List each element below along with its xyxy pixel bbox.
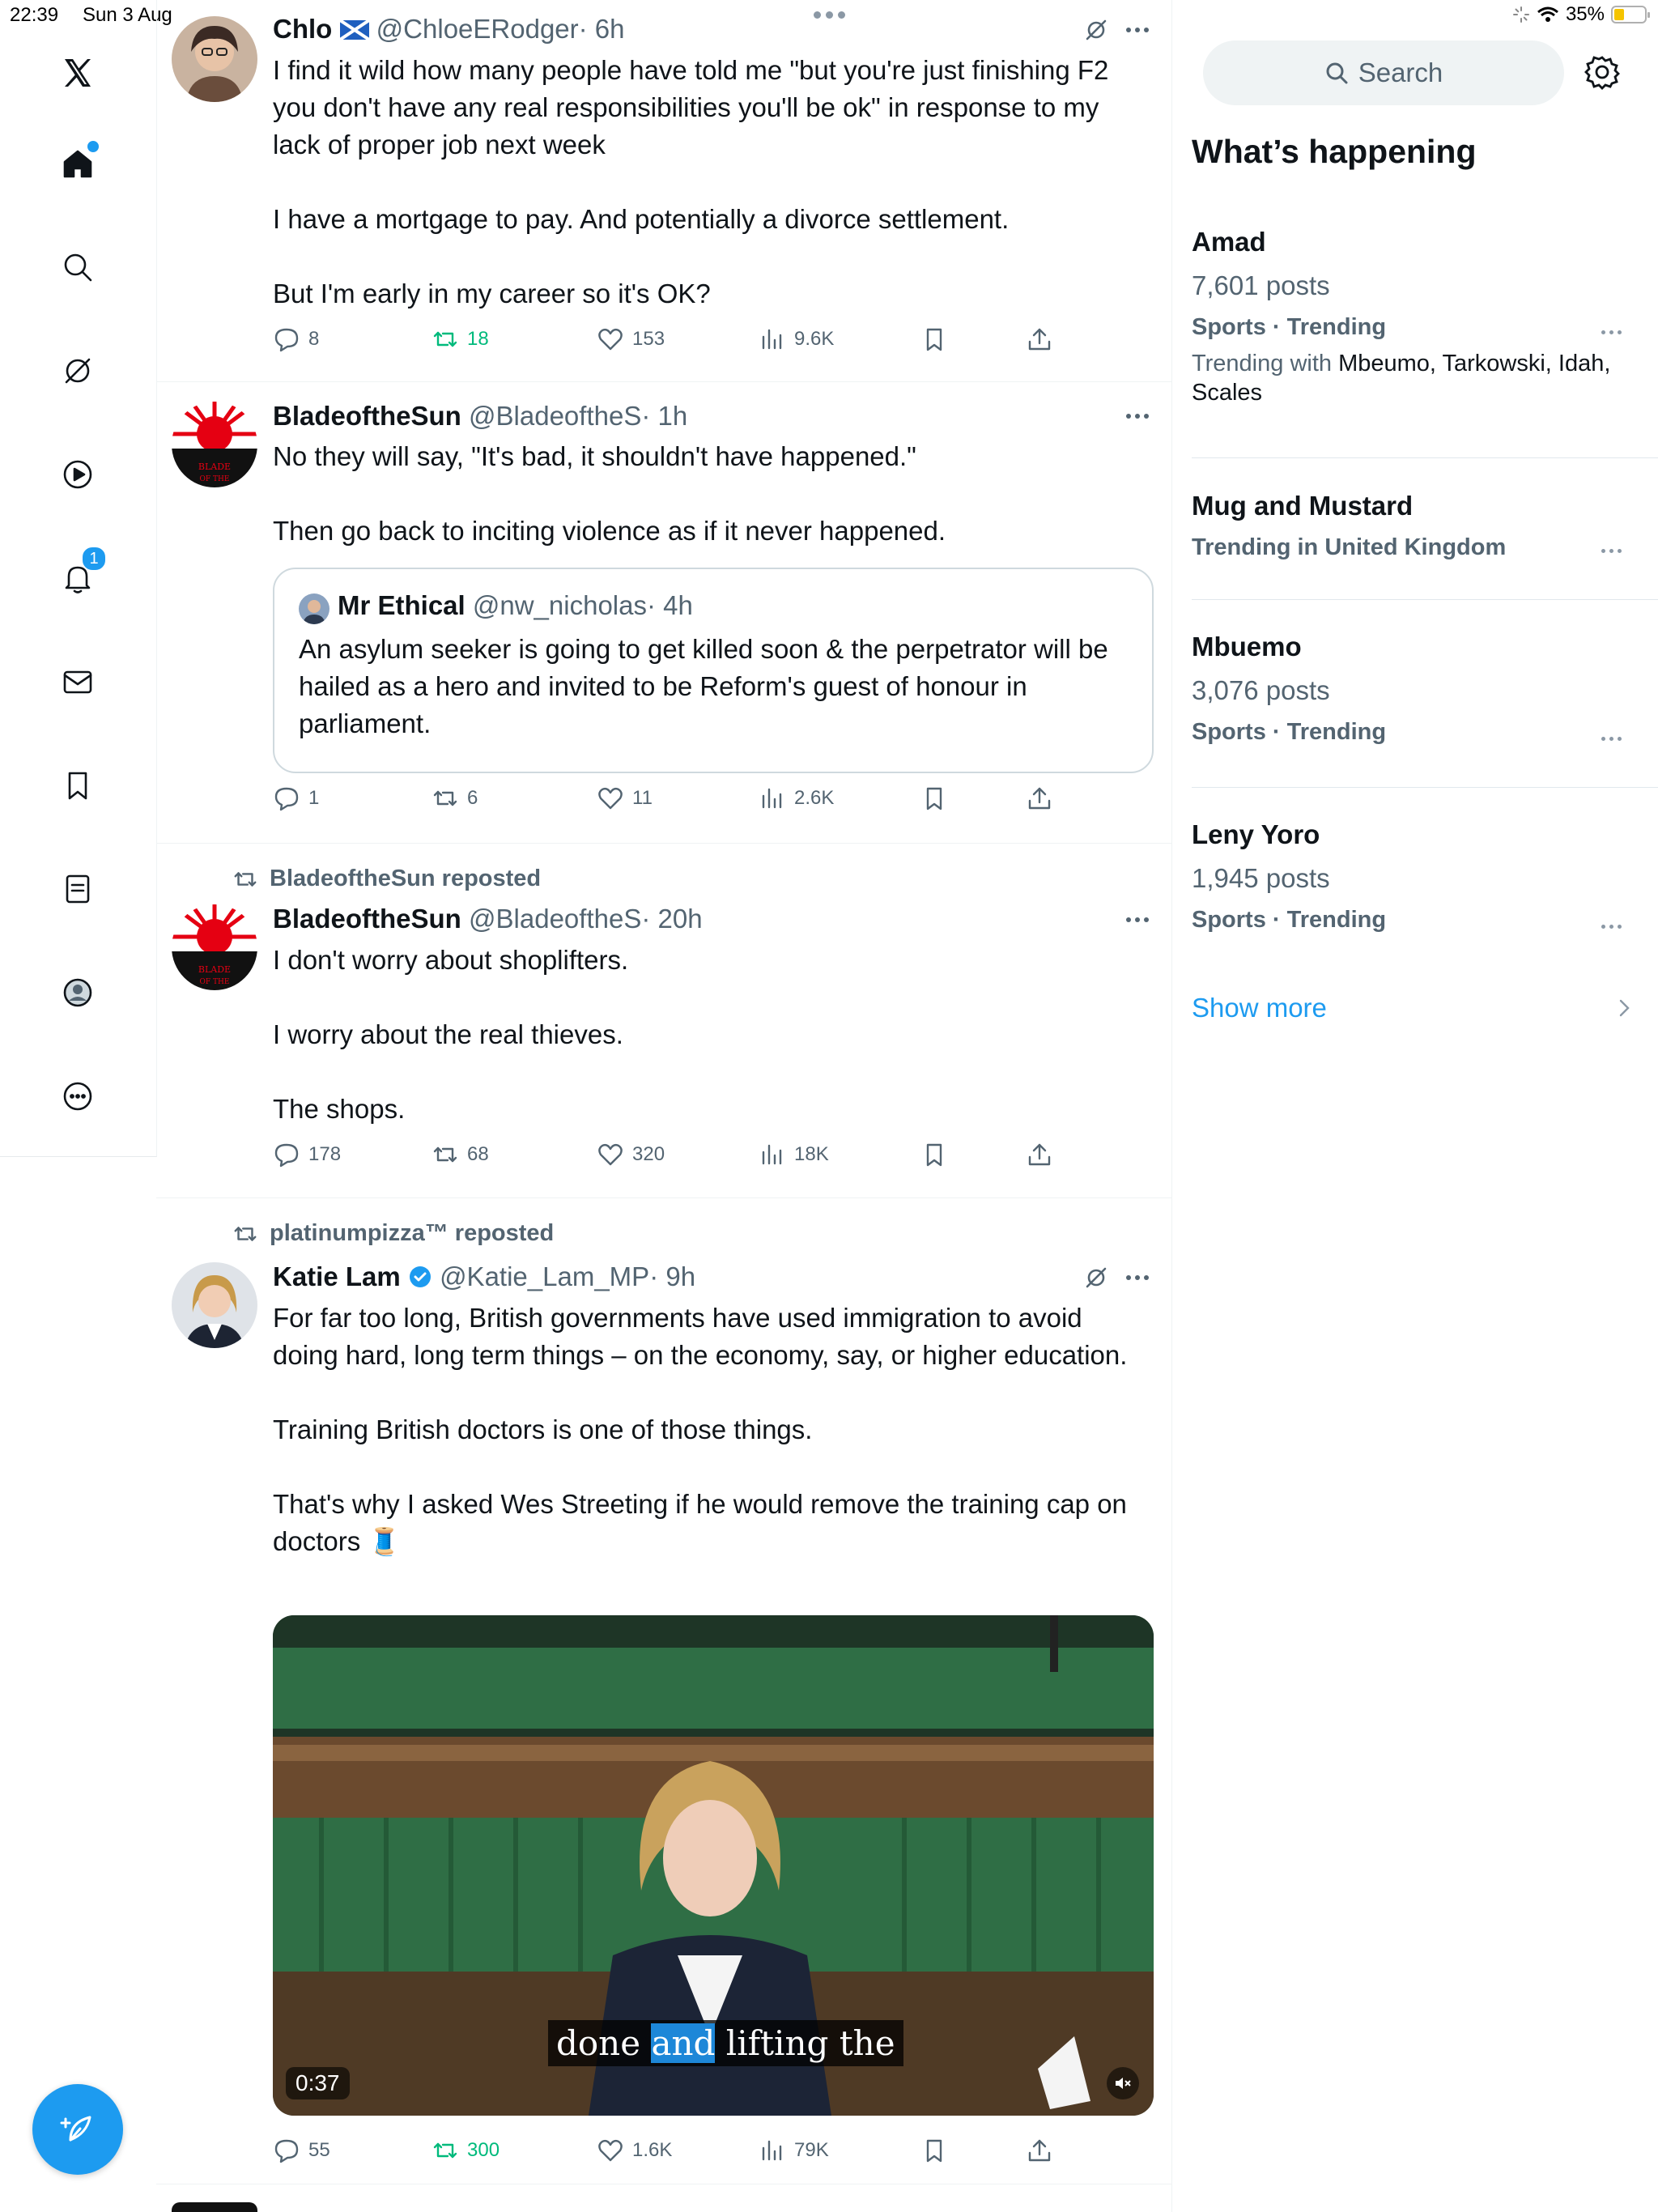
- repost-button[interactable]: [432, 1141, 489, 1168]
- author-handle[interactable]: @BladeoftheS: [469, 401, 642, 431]
- tweet-text: I find it wild how many people have told me "but you're just finishing F2 you don't have any real responsibilities you'll be ok" in response to my lack of proper job next week I have a mortgage to pay. And potentially a divorce settlement. But I'm early in my career so it's OK?: [273, 55, 1109, 308]
- quote-author-name: Mr Ethical: [338, 590, 466, 620]
- next-tweet-avatar[interactable]: [172, 2202, 257, 2212]
- bookmark-button[interactable]: [920, 2137, 948, 2164]
- trend-meta: Sports · Trending: [1192, 719, 1387, 745]
- repost-indicator[interactable]: [232, 866, 541, 892]
- more-options-icon[interactable]: [1126, 1272, 1155, 1283]
- like-icon: [597, 2137, 624, 2164]
- bookmark-button[interactable]: [920, 785, 948, 812]
- share-button[interactable]: [1026, 785, 1053, 812]
- quote-text: An asylum seeker is going to get killed soon & the perpetrator will be hailed as a hero and invited to be Reform's guest of honour in parliament.: [299, 634, 1108, 738]
- reply-icon: [273, 325, 300, 353]
- tweet-time[interactable]: · 1h: [641, 401, 688, 431]
- reply-count: 178: [308, 1143, 342, 1165]
- nav-bookmarks[interactable]: [49, 756, 107, 815]
- avatar[interactable]: [172, 1262, 257, 1348]
- tweet-actions: [273, 2137, 1171, 2169]
- author-name[interactable]: Katie Lam: [273, 1261, 401, 1291]
- nav-grok[interactable]: [49, 342, 107, 400]
- caption-text-after: lifting the: [715, 2023, 895, 2063]
- video-caption: [548, 2020, 903, 2066]
- repost-button[interactable]: [432, 2137, 500, 2164]
- trend-item[interactable]: [1192, 227, 1645, 429]
- tweet[interactable]: [156, 843, 1171, 1198]
- views-icon: [759, 325, 786, 353]
- tweet-text: For far too long, British governments have used immigration to avoid doing hard, long term things – on the economy, say, or higher education. Training British doctors is one of those things. That's why I asked Wes Streeting if he would remove the training cap on doctors 🧵: [273, 1303, 1128, 1556]
- author-name[interactable]: Chlo: [273, 14, 333, 44]
- nav-more[interactable]: [49, 1067, 107, 1125]
- quote-avatar[interactable]: [299, 593, 329, 624]
- bookmark-icon: [920, 785, 948, 812]
- search-icon: [1324, 61, 1349, 85]
- repost-icon: [232, 866, 258, 892]
- tweet-text: No they will say, "It's bad, it shouldn't have happened." Then go back to inciting violence as if it never happened.: [273, 441, 946, 546]
- views-button[interactable]: [759, 785, 834, 812]
- grok-icon[interactable]: [1084, 18, 1108, 42]
- like-icon: [597, 785, 624, 812]
- reply-button[interactable]: [273, 325, 319, 353]
- views-count: 2.6K: [794, 787, 835, 809]
- tweet-time[interactable]: · 9h: [649, 1261, 696, 1291]
- repost-count: 18: [467, 328, 489, 350]
- trend-item[interactable]: [1192, 819, 1645, 941]
- repost-icon: [432, 785, 459, 812]
- bookmark-icon: [920, 2137, 948, 2164]
- search-placeholder: Search: [1358, 57, 1443, 87]
- trend-name: Amad: [1192, 227, 1266, 257]
- like-count: 320: [632, 1143, 665, 1165]
- tweet-text: I don't worry about shoplifters. I worry about the real thieves. The shops.: [273, 945, 629, 1124]
- views-icon: [759, 1141, 786, 1168]
- reply-icon: [273, 785, 300, 812]
- bookmark-icon: [920, 1141, 948, 1168]
- trend-name: Mbuemo: [1192, 632, 1302, 661]
- trend-posts: 3,076 posts: [1192, 675, 1330, 705]
- trend-meta: Sports · Trending: [1192, 907, 1387, 933]
- like-count: 153: [632, 328, 665, 350]
- flag-icon: [340, 14, 369, 44]
- svg-text:BLADE: BLADE: [198, 462, 232, 472]
- svg-text:OF THE: OF THE: [199, 978, 230, 986]
- views-button[interactable]: [759, 325, 834, 353]
- video-player[interactable]: [273, 1615, 1154, 2116]
- battery-percent: 35%: [1565, 3, 1605, 25]
- quote-author-handle: @nw_nicholas: [472, 590, 647, 620]
- home-unread-dot: [86, 139, 100, 154]
- views-count: 18K: [794, 1143, 829, 1165]
- nav-profile[interactable]: [49, 963, 107, 1022]
- like-icon: [597, 1141, 624, 1168]
- trend-name: Leny Yoro: [1192, 819, 1320, 849]
- views-icon: [759, 785, 786, 812]
- tweet-time[interactable]: · 20h: [641, 904, 703, 934]
- tweet-time[interactable]: · 6h: [578, 14, 625, 44]
- repost-icon: [432, 2137, 459, 2164]
- bookmark-icon: [920, 325, 948, 353]
- search-input[interactable]: [1203, 40, 1564, 105]
- trend-posts: 1,945 posts: [1192, 863, 1330, 893]
- bookmark-button[interactable]: [920, 1141, 948, 1168]
- tweet-actions: [273, 785, 1171, 817]
- like-count: 11: [632, 787, 653, 809]
- share-icon: [1026, 325, 1053, 353]
- author-handle[interactable]: @ChloeERodger: [376, 14, 579, 44]
- right-sidebar: [1172, 0, 1658, 2212]
- repost-label: BladeoftheSun reposted: [270, 866, 542, 891]
- compose-button[interactable]: [32, 2084, 123, 2175]
- tweet-actions: [273, 1141, 1171, 1173]
- repost-label: platinumpizza™ reposted: [270, 1220, 555, 1246]
- svg-text:OF THE: OF THE: [199, 475, 230, 483]
- trend-more-icon[interactable]: [1601, 925, 1626, 929]
- more-options-icon[interactable]: [1126, 410, 1155, 422]
- lists-icon: [60, 871, 96, 907]
- divider: [1192, 787, 1658, 788]
- nav-explore[interactable]: [49, 238, 107, 296]
- reply-count: 55: [308, 2139, 330, 2161]
- grok-icon[interactable]: [1084, 1266, 1108, 1290]
- views-count: 79K: [794, 2139, 829, 2161]
- nav-video[interactable]: [49, 445, 107, 504]
- status-date: Sun 3 Aug: [83, 4, 172, 26]
- more-options-icon[interactable]: [1126, 24, 1155, 36]
- tweet-actions: [273, 325, 1171, 358]
- trend-meta: Sports · Trending: [1192, 314, 1387, 340]
- views-icon: [759, 2137, 786, 2164]
- status-time: 22:39: [10, 4, 59, 26]
- avatar[interactable]: [172, 402, 257, 487]
- like-icon: [597, 325, 624, 353]
- reply-button[interactable]: [273, 2137, 330, 2164]
- trend-meta: Trending in United Kingdom: [1192, 534, 1507, 560]
- mute-icon[interactable]: [1107, 2067, 1139, 2099]
- repost-indicator[interactable]: [232, 1220, 554, 1247]
- reply-count: 8: [308, 328, 320, 350]
- trend-with-label: Trending with: [1192, 351, 1333, 376]
- reply-button[interactable]: [273, 785, 319, 812]
- reply-count: 1: [308, 787, 320, 809]
- search-icon: [60, 249, 96, 285]
- video-duration: 0:37: [286, 2067, 350, 2099]
- reply-button[interactable]: [273, 1141, 341, 1168]
- trend-item[interactable]: [1192, 632, 1645, 753]
- repost-count: 68: [467, 1143, 489, 1165]
- avatar[interactable]: [172, 904, 257, 990]
- trend-with-names: Mbeumo, Tarkowski, Idah, Scales: [1192, 351, 1611, 406]
- avatar[interactable]: [172, 16, 257, 102]
- like-button[interactable]: [597, 785, 653, 812]
- author-handle[interactable]: @Katie_Lam_MP: [440, 1261, 650, 1291]
- like-button[interactable]: [597, 1141, 665, 1168]
- caption-text-before: done: [556, 2023, 652, 2063]
- reply-icon: [273, 1141, 300, 1168]
- share-button[interactable]: [1026, 1141, 1053, 1168]
- share-button[interactable]: [1026, 2137, 1053, 2164]
- notifications-badge: 1: [81, 546, 107, 572]
- author-name[interactable]: BladeoftheSun: [273, 904, 461, 934]
- more-icon: [60, 1078, 96, 1114]
- left-nav: [0, 0, 157, 1157]
- repost-icon: [432, 1141, 459, 1168]
- bookmark-button[interactable]: [920, 325, 948, 353]
- grok-icon: [60, 353, 96, 389]
- divider: [1192, 457, 1658, 458]
- profile-icon: [60, 975, 96, 1010]
- share-icon: [1026, 2137, 1053, 2164]
- share-icon: [1026, 1141, 1053, 1168]
- trend-more-icon[interactable]: [1601, 549, 1626, 553]
- compose-icon: [59, 2111, 96, 2148]
- repost-icon: [432, 325, 459, 353]
- video-icon: [60, 457, 96, 492]
- like-button[interactable]: [597, 325, 665, 353]
- trend-more-icon[interactable]: [1601, 330, 1626, 334]
- section-title: What’s happening: [1192, 133, 1477, 170]
- tweet[interactable]: [156, 0, 1171, 382]
- caption-highlight: and: [651, 2023, 716, 2063]
- verified-badge-icon: [408, 1261, 432, 1291]
- share-button[interactable]: [1026, 325, 1053, 353]
- quote-time: · 4h: [647, 590, 693, 620]
- timeline: [156, 0, 1172, 2212]
- share-icon: [1026, 785, 1053, 812]
- views-count: 9.6K: [794, 328, 835, 350]
- views-button[interactable]: [759, 1141, 829, 1168]
- bookmarks-icon: [60, 768, 96, 803]
- nav-lists[interactable]: [49, 860, 107, 918]
- divider: [1192, 599, 1658, 600]
- like-count: 1.6K: [632, 2139, 673, 2161]
- trend-more-icon[interactable]: [1601, 737, 1626, 741]
- repost-button[interactable]: [432, 785, 478, 812]
- repost-count: 6: [467, 787, 478, 809]
- nav-home[interactable]: [49, 134, 107, 193]
- tweet[interactable]: [156, 1197, 1171, 2184]
- repost-button[interactable]: [432, 325, 489, 353]
- trend-name: Mug and Mustard: [1192, 491, 1414, 521]
- more-options-icon[interactable]: [1126, 914, 1155, 925]
- repost-icon: [232, 1221, 258, 1247]
- messages-icon: [60, 664, 96, 700]
- quoted-tweet[interactable]: [273, 568, 1154, 773]
- reply-icon: [273, 2137, 300, 2164]
- settings-icon[interactable]: [1584, 53, 1621, 91]
- nav-messages[interactable]: [49, 653, 107, 711]
- chevron-right-icon[interactable]: [1616, 996, 1634, 1024]
- tweet[interactable]: [156, 381, 1171, 844]
- x-logo-icon[interactable]: [49, 44, 107, 102]
- like-button[interactable]: [597, 2137, 672, 2164]
- nav-notifications[interactable]: [49, 549, 107, 607]
- trend-item[interactable]: [1192, 491, 1645, 572]
- show-more-link[interactable]: Show more: [1192, 993, 1327, 1023]
- repost-count: 300: [467, 2139, 500, 2161]
- trend-posts: 7,601 posts: [1192, 270, 1330, 300]
- views-button[interactable]: [759, 2137, 829, 2164]
- author-name[interactable]: BladeoftheSun: [273, 401, 461, 431]
- author-handle[interactable]: @BladeoftheS: [469, 904, 642, 934]
- svg-text:BLADE: BLADE: [198, 964, 232, 975]
